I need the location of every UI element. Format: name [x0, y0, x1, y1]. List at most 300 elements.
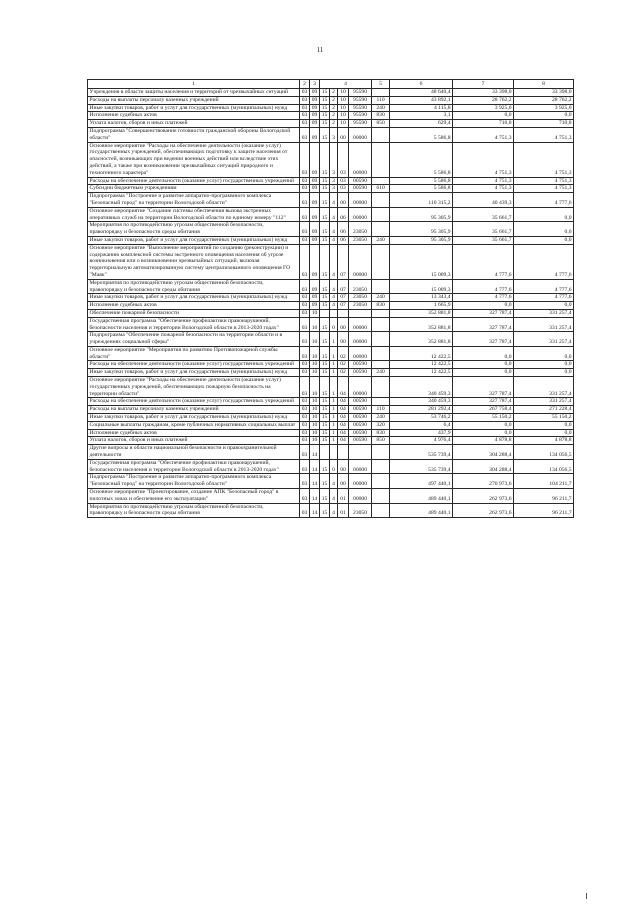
row-section: 03 — [300, 127, 310, 142]
row-amount-2: 304 288,4 — [453, 459, 514, 474]
row-amount-1: 95 305,9 — [390, 207, 453, 222]
row-amount-2: 4 751,3 — [453, 127, 514, 142]
row-amount-3: 0,0 — [514, 207, 574, 222]
row-subprogram: 1 — [330, 377, 338, 398]
row-subsection: 10 — [310, 309, 320, 317]
row-amount-3: 331 257,4 — [514, 309, 574, 317]
row-event: 06 — [338, 236, 349, 244]
row-expense-type — [372, 127, 390, 142]
row-amount-1: 48 640,4 — [390, 89, 453, 97]
row-section: 03 — [300, 361, 310, 369]
row-event: 10 — [338, 112, 349, 120]
row-direction: 00000 — [349, 459, 372, 474]
row-direction: 95590 — [349, 96, 372, 104]
row-name: Подпрограмма "Построение и развитие аппаратно-программного комплекса "Безопасный город" на территории Вологодской области" — [88, 474, 300, 489]
row-amount-2: 35 661,7 — [453, 207, 514, 222]
row-program: 15 — [320, 193, 330, 208]
row-amount-3: 331 257,4 — [514, 332, 574, 347]
row-subsection: 10 — [310, 377, 320, 398]
row-name: Основное мероприятие "Расходы на обеспечение деятельности (оказание услуг) государственных учреждений, обеспечивающих подготовку к защите населения от опасностей, возникающих при ведении военных действий или вследствие этих действий, а также при возникновении чрезвычайных ситуаций природного и техногенного характера" — [88, 142, 300, 177]
row-program: 15 — [320, 398, 330, 406]
row-direction — [349, 445, 372, 460]
row-subsection: 14 — [310, 459, 320, 474]
row-amount-1: 489 440,1 — [390, 489, 453, 504]
row-expense-type: 110 — [372, 96, 390, 104]
row-expense-type — [372, 398, 390, 406]
row-program: 15 — [320, 120, 330, 128]
row-subprogram: 3 — [330, 185, 338, 193]
row-amount-2: 4 751,3 — [453, 142, 514, 177]
row-program: 15 — [320, 474, 330, 489]
row-section: 03 — [300, 421, 310, 429]
row-direction: 00590 — [349, 185, 372, 193]
row-subprogram — [330, 445, 338, 460]
row-program: 15 — [320, 185, 330, 193]
row-program: 15 — [320, 503, 330, 518]
row-amount-3: 55 150,2 — [514, 414, 574, 422]
row-subprogram: 1 — [330, 421, 338, 429]
row-amount-3: 0,0 — [514, 112, 574, 120]
row-subsection: 09 — [310, 104, 320, 112]
row-direction: 00000 — [349, 193, 372, 208]
row-amount-2: 0,0 — [453, 369, 514, 377]
row-subprogram: 1 — [330, 406, 338, 414]
row-expense-type — [372, 309, 390, 317]
row-section: 03 — [300, 489, 310, 504]
table-row — [88, 96, 574, 104]
row-amount-1: 281 292,4 — [390, 406, 453, 414]
table-row — [88, 193, 574, 208]
row-expense-type: 240 — [372, 104, 390, 112]
row-name: Основное мероприятие "Создание системы обеспечения вызова экстренных оперативных служб на территории Вологодской области по единому номеру "112" — [88, 207, 300, 222]
row-direction: 00590 — [349, 429, 372, 437]
row-amount-2: 327 787,4 — [453, 377, 514, 398]
row-expense-type — [372, 332, 390, 347]
table-row — [88, 332, 574, 347]
row-program: 15 — [320, 459, 330, 474]
table-row — [88, 398, 574, 406]
row-subsection: 10 — [310, 317, 320, 332]
row-event: 07 — [338, 244, 349, 279]
row-amount-1: 53 746,2 — [390, 414, 453, 422]
row-expense-type: 850 — [372, 437, 390, 445]
row-name: Социальные выплаты гражданам, кроме публичных нормативных социальных выплат — [88, 421, 300, 429]
row-event: 06 — [338, 207, 349, 222]
row-event: 00 — [338, 459, 349, 474]
row-amount-1: 13 343,4 — [390, 294, 453, 302]
header-cell: 5 — [372, 80, 390, 89]
row-event: 04 — [338, 414, 349, 422]
row-subprogram — [330, 309, 338, 317]
row-event: 02 — [338, 369, 349, 377]
row-program — [320, 309, 330, 317]
row-amount-2: 40 439,3 — [453, 193, 514, 208]
row-amount-3: 0,0 — [514, 429, 574, 437]
row-section: 03 — [300, 193, 310, 208]
row-subprogram: 2 — [330, 104, 338, 112]
row-amount-3: 331 257,4 — [514, 398, 574, 406]
table-row — [88, 503, 574, 518]
row-direction: 00590 — [349, 414, 372, 422]
row-expense-type: 830 — [372, 302, 390, 310]
row-name: Иные закупки товаров, работ и услуг для государственных (муниципальных) нужд — [88, 369, 300, 377]
row-direction: 00000 — [349, 377, 372, 398]
table-row — [88, 421, 574, 429]
row-event: 00 — [338, 474, 349, 489]
row-expense-type — [372, 142, 390, 177]
row-subsection: 10 — [310, 421, 320, 429]
row-event: 03 — [338, 142, 349, 177]
row-event: 10 — [338, 120, 349, 128]
row-name: Расходы на обеспечение деятельности (оказание услуг) государственных учреждений — [88, 398, 300, 406]
row-direction: 23050 — [349, 279, 372, 294]
row-name: Иные закупки товаров, работ и услуг для государственных (муниципальных) нужд — [88, 414, 300, 422]
row-section: 03 — [300, 377, 310, 398]
row-amount-3: 28 762,2 — [514, 96, 574, 104]
row-section: 03 — [300, 309, 310, 317]
row-program: 15 — [320, 406, 330, 414]
header-cell: 4 — [320, 80, 372, 89]
row-amount-2: 0,0 — [453, 429, 514, 437]
row-program: 15 — [320, 429, 330, 437]
row-amount-2: 4 777,6 — [453, 294, 514, 302]
row-section: 03 — [300, 236, 310, 244]
table-row — [88, 445, 574, 460]
row-name: Субсидии бюджетным учреждениям — [88, 185, 300, 193]
row-section: 03 — [300, 346, 310, 361]
row-subprogram: 1 — [330, 429, 338, 437]
row-amount-3: 0,0 — [514, 346, 574, 361]
row-name: Подпрограмма "Построение и развитие аппаратно-программного комплекса "Безопасный город" на территории Вологодской области" — [88, 193, 300, 208]
row-program: 15 — [320, 421, 330, 429]
table-row — [88, 459, 574, 474]
row-section: 03 — [300, 120, 310, 128]
row-subsection: 14 — [310, 445, 320, 460]
row-subsection: 14 — [310, 474, 320, 489]
row-amount-3: 0,0 — [514, 361, 574, 369]
row-program: 15 — [320, 127, 330, 142]
budget-table — [87, 79, 574, 518]
row-event: 04 — [338, 406, 349, 414]
row-amount-2: 4 751,3 — [453, 185, 514, 193]
row-name: Расходы на выплаты персоналу казенных учреждений — [88, 406, 300, 414]
row-subsection: 10 — [310, 429, 320, 437]
row-amount-3: 4 751,3 — [514, 127, 574, 142]
row-amount-3: 33 398,0 — [514, 89, 574, 97]
row-amount-1: 340 459,3 — [390, 398, 453, 406]
row-section: 03 — [300, 185, 310, 193]
row-event: 00 — [338, 317, 349, 332]
row-amount-2: 327 787,4 — [453, 332, 514, 347]
header-cell: 1 — [88, 80, 300, 89]
table-row — [88, 474, 574, 489]
row-section: 03 — [300, 317, 310, 332]
row-section: 03 — [300, 207, 310, 222]
row-direction — [349, 309, 372, 317]
row-amount-2: 35 661,7 — [453, 236, 514, 244]
row-amount-2: 327 787,4 — [453, 309, 514, 317]
row-section: 03 — [300, 89, 310, 97]
row-event: 10 — [338, 96, 349, 104]
row-name: Другие вопросы в области национальной безопасности и правоохранительной деятельности — [88, 445, 300, 460]
row-section: 03 — [300, 429, 310, 437]
row-expense-type: 610 — [372, 185, 390, 193]
row-name: Уплата налогов, сборов и иных платежей — [88, 120, 300, 128]
row-direction: 00000 — [349, 332, 372, 347]
row-amount-2: 0,0 — [453, 302, 514, 310]
row-amount-3: 96 211,7 — [514, 489, 574, 504]
row-subprogram: 2 — [330, 96, 338, 104]
row-section: 03 — [300, 437, 310, 445]
row-expense-type — [372, 361, 390, 369]
row-event: 00 — [338, 332, 349, 347]
row-direction: 00000 — [349, 317, 372, 332]
row-subsection: 10 — [310, 406, 320, 414]
table-row — [88, 89, 574, 97]
table-row — [88, 414, 574, 422]
table-row — [88, 294, 574, 302]
table-row — [88, 406, 574, 414]
row-name: Подпрограмма "Совершенствование готовности гражданской обороны Вологодской области" — [88, 127, 300, 142]
row-section: 03 — [300, 332, 310, 347]
header-cell: 8 — [514, 80, 574, 89]
row-program: 15 — [320, 414, 330, 422]
row-subprogram: 3 — [330, 142, 338, 177]
row-event: 04 — [338, 421, 349, 429]
row-amount-2: 262 973,6 — [453, 489, 514, 504]
row-amount-3: 3 925,0 — [514, 104, 574, 112]
table-row — [88, 361, 574, 369]
table-header — [88, 80, 574, 89]
row-subprogram: 4 — [330, 503, 338, 518]
row-subsection: 09 — [310, 185, 320, 193]
row-section: 03 — [300, 302, 310, 310]
table-row — [88, 437, 574, 445]
row-subsection: 10 — [310, 414, 320, 422]
row-subprogram: 1 — [330, 437, 338, 445]
row-expense-type — [372, 222, 390, 237]
row-name: Иные закупки товаров, работ и услуг для государственных (муниципальных) нужд — [88, 236, 300, 244]
row-subsection: 14 — [310, 503, 320, 518]
row-amount-3: 4 878,8 — [514, 437, 574, 445]
row-direction: 00000 — [349, 244, 372, 279]
row-program: 15 — [320, 96, 330, 104]
table-row — [88, 104, 574, 112]
row-amount-1: 12 422,5 — [390, 361, 453, 369]
row-amount-3: 96 211,7 — [514, 503, 574, 518]
row-subsection: 09 — [310, 244, 320, 279]
row-direction: 00000 — [349, 127, 372, 142]
row-subsection: 10 — [310, 332, 320, 347]
row-amount-1: 629,4 — [390, 120, 453, 128]
table-row — [88, 127, 574, 142]
row-amount-1: 95 305,9 — [390, 236, 453, 244]
row-event: 02 — [338, 361, 349, 369]
row-name: Основное мероприятие "Мероприятия по развитию Противопожарной службы области" — [88, 346, 300, 361]
row-amount-1: 497 440,1 — [390, 474, 453, 489]
row-section: 03 — [300, 414, 310, 422]
row-direction: 00000 — [349, 489, 372, 504]
row-name: Иные закупки товаров, работ и услуг для государственных (муниципальных) нужд — [88, 104, 300, 112]
row-amount-1: 43 892,1 — [390, 96, 453, 104]
row-name: Исполнение судебных актов — [88, 112, 300, 120]
row-subprogram: 4 — [330, 207, 338, 222]
row-section: 03 — [300, 112, 310, 120]
table-row — [88, 309, 574, 317]
row-subsection: 09 — [310, 193, 320, 208]
row-name: Уплата налогов, сборов и иных платежей — [88, 437, 300, 445]
row-event: 01 — [338, 489, 349, 504]
row-amount-1: 3,1 — [390, 112, 453, 120]
row-subsection: 10 — [310, 398, 320, 406]
row-direction: 00590 — [349, 421, 372, 429]
table-body — [88, 89, 574, 518]
row-direction: 23050 — [349, 503, 372, 518]
row-section: 03 — [300, 406, 310, 414]
row-subprogram: 1 — [330, 361, 338, 369]
row-event: 03 — [338, 185, 349, 193]
header-cell: 2 — [300, 80, 310, 89]
row-subprogram: 4 — [330, 474, 338, 489]
row-program — [320, 445, 330, 460]
row-amount-3: 0,0 — [514, 302, 574, 310]
row-amount-2: 55 150,2 — [453, 414, 514, 422]
row-event: 01 — [338, 503, 349, 518]
row-direction: 95590 — [349, 89, 372, 97]
row-expense-type — [372, 377, 390, 398]
row-subsection: 09 — [310, 96, 320, 104]
row-name: Основное мероприятие "Выполнение мероприятий по созданию (реконструкции) и содержанию комплексной системы экстренного оповещения населения об угрозе возникновения или о возникновении чрезвычайных ситуаций, включая территориальную автоматизированную систему централизованного оповещения ГО "Маяк" — [88, 244, 300, 279]
row-direction: 23050 — [349, 302, 372, 310]
row-amount-2: 270 973,6 — [453, 474, 514, 489]
row-name: Мероприятия по противодействию угрозам общественной безопасности, правопорядку и безопасности среды обитания — [88, 503, 300, 518]
table-row — [88, 429, 574, 437]
table-row — [88, 207, 574, 222]
row-section: 03 — [300, 104, 310, 112]
row-direction: 00000 — [349, 142, 372, 177]
row-amount-2: 4 878,8 — [453, 437, 514, 445]
table-row — [88, 142, 574, 177]
row-subsection: 09 — [310, 207, 320, 222]
row-amount-1: 1 665,9 — [390, 302, 453, 310]
row-amount-1: 110 315,2 — [390, 193, 453, 208]
row-event — [338, 445, 349, 460]
row-subprogram: 4 — [330, 222, 338, 237]
row-event: 04 — [338, 398, 349, 406]
scan-mark — [586, 893, 587, 899]
row-event: 03 — [338, 177, 349, 185]
row-name: Государственная программа "Обеспечение профилактики правонарушений, безопасности населения и территории Вологодской области в 2013-2020 годах" — [88, 317, 300, 332]
row-expense-type — [372, 207, 390, 222]
row-direction: 00000 — [349, 346, 372, 361]
row-amount-1: 535 739,4 — [390, 459, 453, 474]
table-row — [88, 489, 574, 504]
row-name: Расходы на выплаты персоналу казенных учреждений — [88, 96, 300, 104]
row-subsection: 10 — [310, 437, 320, 445]
row-subprogram: 1 — [330, 414, 338, 422]
row-subsection: 10 — [310, 369, 320, 377]
row-amount-2: 0,0 — [453, 346, 514, 361]
header-cell: 3 — [310, 80, 320, 89]
row-expense-type — [372, 177, 390, 185]
row-event: 07 — [338, 279, 349, 294]
row-direction: 23050 — [349, 222, 372, 237]
row-section: 03 — [300, 398, 310, 406]
row-subsection: 09 — [310, 294, 320, 302]
row-amount-3: 271 228,4 — [514, 406, 574, 414]
row-program: 15 — [320, 222, 330, 237]
row-subprogram: 3 — [330, 177, 338, 185]
table-row — [88, 185, 574, 193]
row-program: 15 — [320, 294, 330, 302]
row-program: 15 — [320, 489, 330, 504]
row-subsection: 10 — [310, 361, 320, 369]
row-direction: 00590 — [349, 369, 372, 377]
row-amount-1: 15 009,3 — [390, 244, 453, 279]
row-program: 15 — [320, 437, 330, 445]
row-amount-3: 331 257,4 — [514, 377, 574, 398]
row-direction: 00590 — [349, 177, 372, 185]
row-direction: 00000 — [349, 207, 372, 222]
row-amount-2: 327 787,4 — [453, 398, 514, 406]
row-amount-1: 12 422,5 — [390, 369, 453, 377]
row-subsection: 09 — [310, 127, 320, 142]
row-amount-2: 267 758,4 — [453, 406, 514, 414]
row-direction: 95590 — [349, 104, 372, 112]
row-event: 06 — [338, 222, 349, 237]
row-amount-1: 352 881,8 — [390, 309, 453, 317]
row-name: Мероприятия по противодействию угрозам общественной безопасности, правопорядку и безопасности среды обитания — [88, 279, 300, 294]
row-event — [338, 309, 349, 317]
row-amount-3: 4 751,3 — [514, 185, 574, 193]
table-row — [88, 112, 574, 120]
row-event: 00 — [338, 127, 349, 142]
row-name: Расходы на обеспечение деятельности (оказание услуг) государственных учреждений — [88, 177, 300, 185]
row-subprogram: 1 — [330, 332, 338, 347]
row-amount-2: 28 762,2 — [453, 96, 514, 104]
row-direction: 00590 — [349, 361, 372, 369]
row-name: Обеспечение пожарной безопасности — [88, 309, 300, 317]
row-program: 15 — [320, 236, 330, 244]
row-amount-2: 35 661,7 — [453, 222, 514, 237]
row-program: 15 — [320, 377, 330, 398]
row-program: 15 — [320, 104, 330, 112]
row-name: Исполнение судебных актов — [88, 429, 300, 437]
row-section: 03 — [300, 177, 310, 185]
row-event: 04 — [338, 437, 349, 445]
row-amount-1: 5 586,8 — [390, 185, 453, 193]
row-expense-type: 240 — [372, 369, 390, 377]
row-amount-3: 4 777,6 — [514, 244, 574, 279]
row-amount-3: 0,0 — [514, 421, 574, 429]
row-expense-type: 110 — [372, 406, 390, 414]
row-amount-2: 33 398,0 — [453, 89, 514, 97]
row-amount-2: 262 973,6 — [453, 503, 514, 518]
row-amount-1: 15 009,3 — [390, 279, 453, 294]
row-subsection: 09 — [310, 222, 320, 237]
row-subsection: 09 — [310, 89, 320, 97]
row-amount-3: 0,0 — [514, 369, 574, 377]
row-subsection: 09 — [310, 120, 320, 128]
table-row — [88, 222, 574, 237]
row-program: 15 — [320, 302, 330, 310]
row-amount-1: 5 586,8 — [390, 142, 453, 177]
table-row — [88, 317, 574, 332]
row-expense-type — [372, 317, 390, 332]
row-subprogram: 4 — [330, 489, 338, 504]
row-expense-type: 240 — [372, 236, 390, 244]
row-direction: 23050 — [349, 236, 372, 244]
